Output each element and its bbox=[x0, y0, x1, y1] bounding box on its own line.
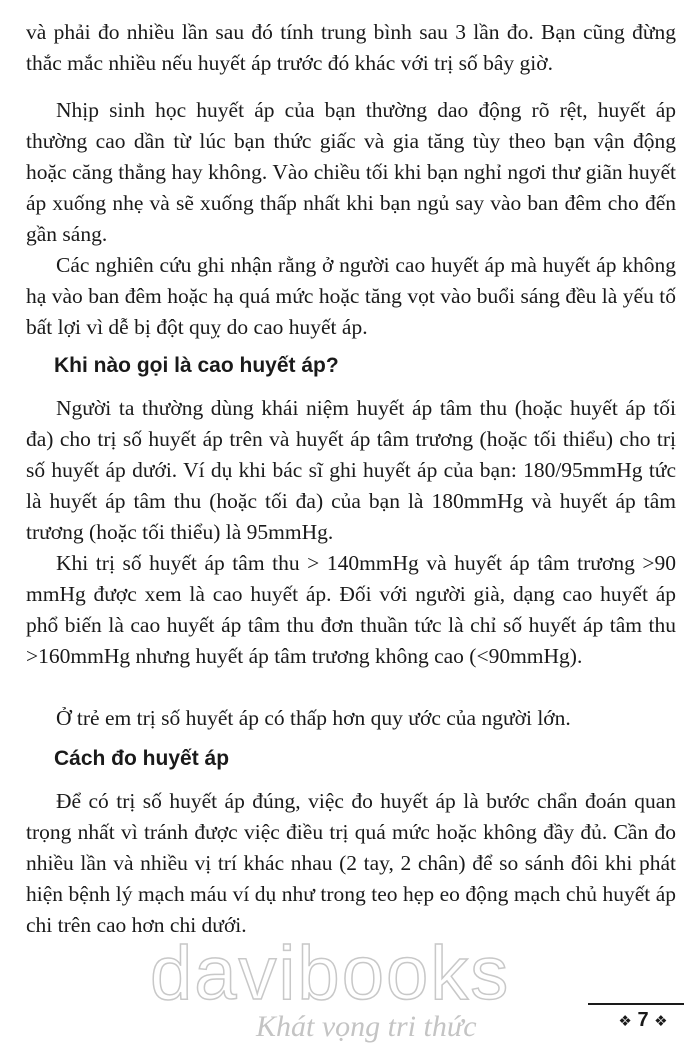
paragraph-children: Ở trẻ em trị số huyết áp có thấp hơn quy ước của người lớn. bbox=[56, 706, 571, 730]
watermark-tagline: Khát vọng tri thức bbox=[256, 1010, 477, 1043]
section-heading-measuring: Cách đo huyết áp bbox=[54, 747, 230, 770]
paragraph-continuation: và phải đo nhiều lần sau đó tính trung bình sau 3 lần đo. Bạn cũng đừng thắc mắc nhiều nếu huyết áp trước đó khác với trị số bây giờ. bbox=[26, 20, 676, 75]
paragraph-research-findings: Các nghiên cứu ghi nhận rằng ở người cao huyết áp mà huyết áp không hạ vào ban đêm hoặc hạ quá mức hoặc tăng vọt vào buổi sáng đều là yếu tố bất lợi vì dễ bị đột quỵ do cao huyết áp. bbox=[26, 253, 676, 339]
ornament-right-icon: ❖ bbox=[654, 1013, 668, 1030]
section-heading-hypertension-definition: Khi nào gọi là cao huyết áp? bbox=[54, 354, 339, 377]
ornament-left-icon: ❖ bbox=[618, 1013, 632, 1030]
page-number-value: 7 bbox=[637, 1009, 649, 1031]
paragraph-systolic-diastolic: Người ta thường dùng khái niệm huyết áp tâm thu (hoặc huyết áp tối đa) cho trị số huyết áp trên và huyết áp tâm trương (hoặc tối thiểu) cho trị số huyết áp dưới. Ví dụ khi bác sĩ ghi huyết áp của bạn: 180/95mmHg tức là huyết áp tâm thu (hoặc tối đa) của bạn là 180mmHg và huyết áp tâm trương (hoặc tối thiểu) là 95mmHg. bbox=[26, 396, 676, 544]
watermark-logo: davibooks bbox=[150, 931, 511, 1016]
footer-divider bbox=[588, 1003, 684, 1005]
paragraph-hypertension-threshold: Khi trị số huyết áp tâm thu > 140mmHg và huyết áp tâm trương >90 mmHg được xem là cao huyết áp. Đối với người già, dạng cao huyết áp phổ biến là cao huyết áp tâm thu đơn thuần tức là chỉ số huyết áp tâm thu >160mmHg nhưng huyết áp tâm trương không cao (<90mmHg). bbox=[26, 551, 676, 668]
paragraph-measurement-method: Để có trị số huyết áp đúng, việc đo huyết áp là bước chẩn đoán quan trọng nhất vì tránh được việc điều trị quá mức hoặc không đầy đủ. Cần đo nhiều lần và nhiều vị trí khác nhau (2 tay, 2 chân) để so sánh đôi khi phát hiện bệnh lý mạch máu ví dụ như trong teo hẹp eo động mạch chủ huyết áp chi trên cao hơn chi dưới. bbox=[26, 789, 676, 937]
page-number bbox=[608, 1008, 678, 1034]
paragraph-blood-pressure-rhythm: Nhịp sinh học huyết áp của bạn thường dao động rõ rệt, huyết áp thường cao dần từ lúc bạn thức giấc và gia tăng tùy theo bạn vận động hoặc căng thẳng hay không. Vào chiều tối khi bạn nghỉ ngơi thư giãn huyết áp xuống nhẹ và sẽ xuống thấp nhất khi bạn ngủ say vào ban đêm cho đến gần sáng. bbox=[26, 98, 676, 246]
